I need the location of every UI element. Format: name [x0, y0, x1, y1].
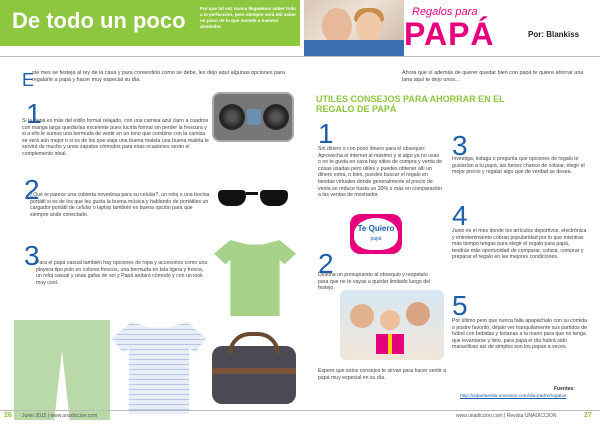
badge-line-1: Te Quiero	[357, 224, 395, 233]
bag-trim	[212, 368, 296, 374]
child-face	[356, 12, 382, 42]
te-quiero-papa-badge	[350, 214, 402, 254]
tip-number: 4	[452, 200, 468, 231]
tip-text: Destina un presupuesto al obsequio y respetalo para que no te vayas a quedar limitado luego del festejo.	[318, 272, 431, 292]
travel-bag-image	[212, 346, 296, 404]
sources-label: Fuentes:	[554, 386, 575, 392]
person-face	[406, 302, 430, 326]
portable-speaker-image	[212, 92, 294, 142]
closing-text: Espero que estos consejos te sirvan para hacer sentir a papá muy especial en su día.	[318, 368, 447, 381]
header-intro-text: Por que tal vez nunca lleguemos saber todo a la perfección, pero siempre será útil saber un poco de lo que sucede a nuestro alrededor.	[200, 6, 296, 29]
tip-text: Investiga, indaga o pregunta que opciones de regalo le gustarían a tu papá, así tienes chance de cotizar, elegir el mejor precio y regalar algo que de verdad se desea.	[452, 156, 585, 176]
father-child-photo	[304, 0, 404, 56]
item-text: Para el papá casual también hay opciones de ropa y accesorios como una playera tipo polo en colores frescos, una bermuda en tela ligera y fresca, un reloj casual y unas gafas de sol y Papá andará cómodo y con un look muy cool.	[36, 260, 208, 286]
tip-text: Por último pero que nunca falla apapachalo con su comida o postre favorito, déjalo ver tranquilamente sus partidos de futbol con bebidas y botanas a la mano para que no tenga que levantarse y listo, para papá el día habrá sido maravilloso así de simples son los papás a veces.	[452, 318, 587, 351]
page-number-right: 27	[584, 412, 592, 419]
heart-icon	[354, 218, 398, 250]
item-text: ¿Qué te parece una cubierta novedosa para su celular?, un reloj o una bocina portátil si es de los que les gusta la buena música y hablando de portátiles un cargador portátil de celular o laptop también es buena opción para que siempre ande conectado.	[30, 192, 210, 218]
tips-section-title: UTILES CONSEJOS PARA AHORRAR EN EL REGALO DE PAPÁ	[316, 94, 505, 114]
sunglasses-lens-left	[218, 190, 246, 206]
drop-cap: E	[22, 70, 35, 90]
right-intro: Ahora que sí además de querer quedar bien con papá te quiere ahorrar una lana aquí te dejo unos…	[402, 70, 584, 83]
section-title-de-todo-un-poco: De todo un poco	[12, 8, 186, 33]
tip-number: 1	[318, 118, 334, 149]
tip-number: 3	[452, 130, 468, 161]
footer-site[interactable]: www.unadiccion.com | Revista UNADICCION	[456, 413, 557, 419]
tip-number: 2	[318, 248, 334, 279]
footer-divider	[0, 410, 600, 411]
tip-text: Sin dinero o con poco dinero para el obsequio: Aprovecha el internet al máximo y si algo ya no usas o no te gusta en casa hay sitios de compra y venta de cosas usadas pero útiles y puedes obtener allí un dinero extra, o bien, puedes buscar el regalo en tiendas virtuales donde generalmente el precio de venta se reduce hasta un 30% o más en comparación a las ventas de mostrador.	[318, 146, 442, 199]
family-gift-photo	[340, 290, 444, 360]
father-face	[322, 8, 352, 44]
sunglasses-lens-right	[260, 190, 288, 206]
sunglasses-image	[214, 184, 294, 210]
item-number: 3	[24, 240, 40, 271]
sunglasses-bridge	[246, 192, 258, 195]
article-author: Por: Blankiss	[528, 30, 580, 39]
item-number: 2	[24, 174, 40, 205]
tip-text: Junio es el mes donde los artículos deportivos, electrónica y entretenimiento cobran popularidad por lo que mientras más tiempo tengas para elegir el regalo para papá, tendrás más oportunidad de comparar, cotizar, comprar y preparar el regalo en las mejores condiciones.	[452, 228, 587, 261]
left-intro: ste mes se festeja al rey de la casa y para consentirlo como se debe, les dejo aquí algunas opciones para regalarle a papá y hacer muy especial su día.	[32, 70, 285, 83]
speaker-panel	[247, 109, 261, 125]
page-number-left: 26	[4, 412, 12, 419]
header-divider	[0, 56, 600, 57]
gift-ribbon	[388, 334, 392, 354]
speaker-cone-right	[263, 104, 289, 130]
green-polo-shirt-image	[214, 240, 296, 316]
article-title: PAPÁ	[404, 16, 495, 52]
checked-shirt-image	[112, 322, 206, 414]
footer-date: Junio 2015 | www.unadiccion.com	[22, 413, 98, 419]
speaker-cone-left	[219, 104, 245, 130]
bag-strap	[228, 332, 280, 354]
green-pants-image	[14, 320, 110, 420]
item-number: 1	[26, 98, 42, 129]
item-text: Si tu papá es más del estilo formal relajado, con una camisa azul claro a cuadros con manga larga quedarías excelente pues luciría formal sin perder la frescura y si a ello le sumas una bermuda de vestir en un tono que combine con la camisa se verá aún mejor o si es de los que viaja una buena maleta una buena maleta le servirá de mucho y unos zapatos cómodos para esas ocasiones serán el complemento ideal.	[22, 118, 209, 157]
article-subtitle: Regalos para	[412, 6, 478, 18]
person-face	[350, 304, 374, 328]
badge-line-2: papá	[370, 236, 382, 242]
person-face	[380, 310, 400, 330]
tip-number: 5	[452, 290, 468, 321]
sources-link[interactable]: http://vidaefamilia.univision.com/dia-padre/regalos	[460, 394, 567, 399]
father-shirt	[304, 40, 404, 56]
